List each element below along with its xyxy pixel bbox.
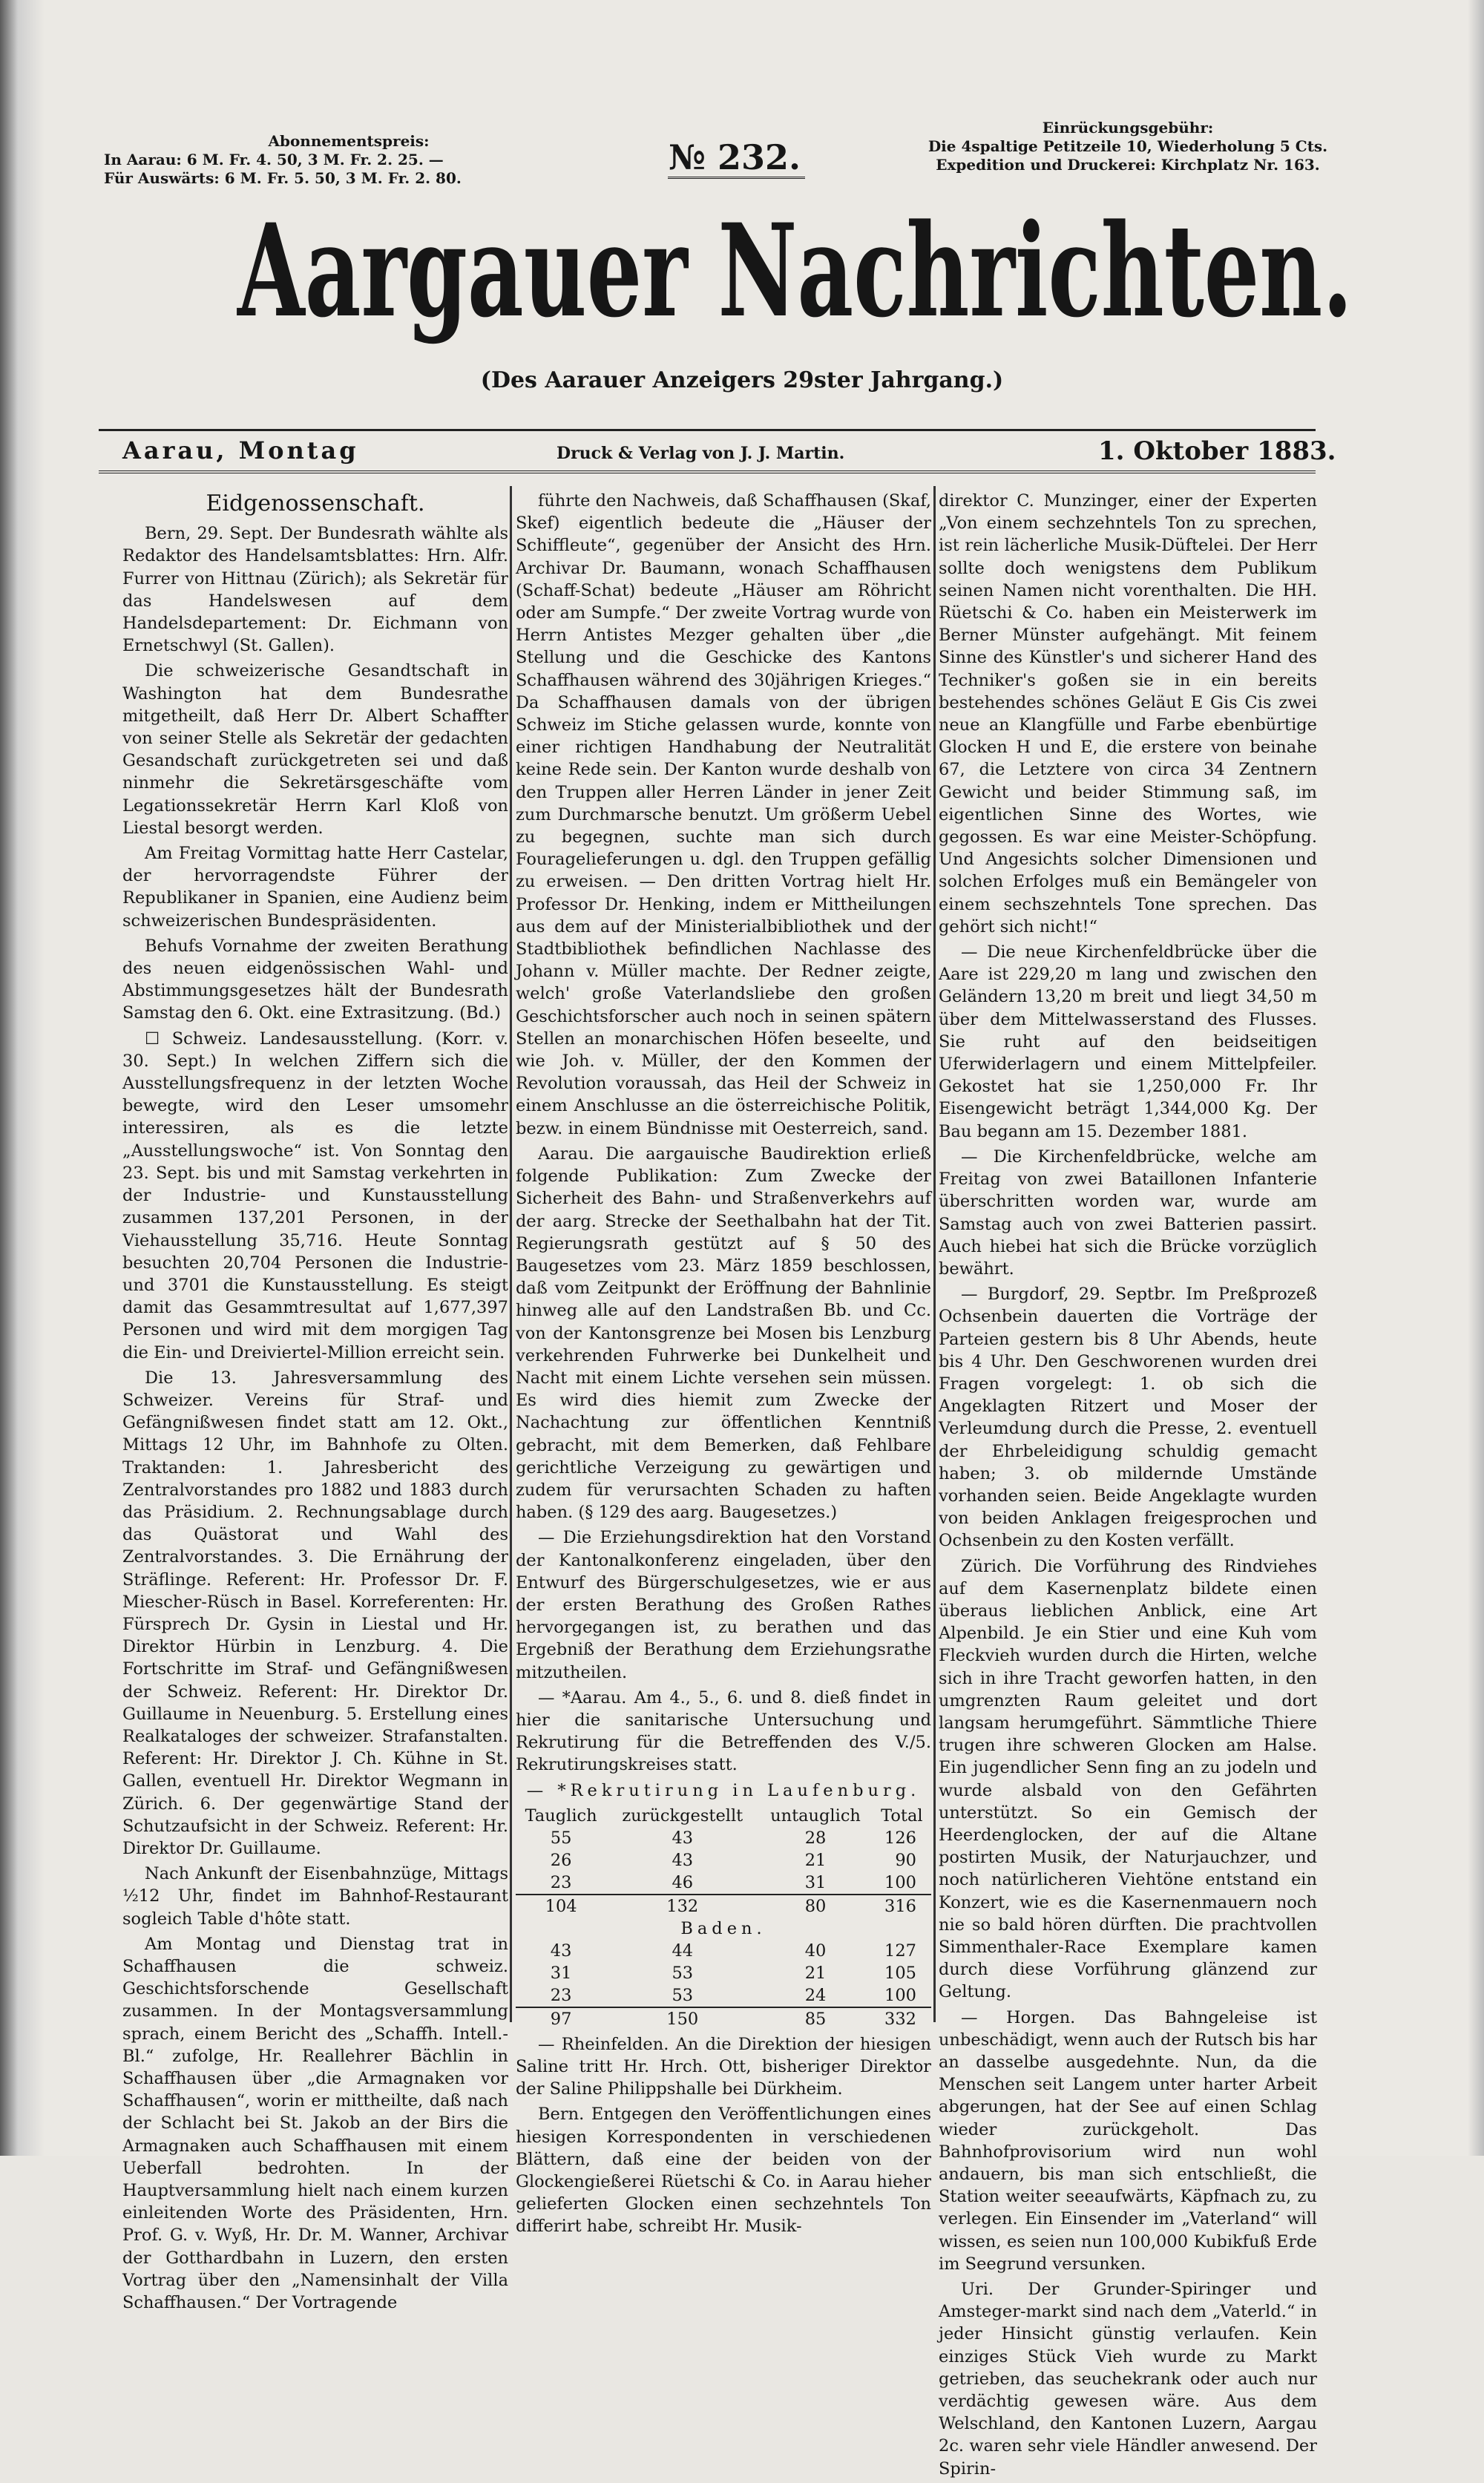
cell: 127 [884, 1941, 916, 1961]
table-total-row [516, 2007, 931, 2030]
newspaper-title: Aargauer Nachrichten. [237, 195, 1353, 346]
column-divider [933, 486, 936, 2022]
dateline-bottom-rule [99, 470, 1316, 476]
cell: 53 [672, 1963, 694, 1983]
table-header: untauglich [770, 1805, 861, 1826]
article-paragraph: direktor C. Munzinger, einer der Experten „Von einem sechzehntels Ton zu sprechen, ist rein lächerliche Musik-Düftelei. Der Herr sollte doch wenigstens dem Publikum seinen Namen nicht vorenthalten. Die HH. Rüetschi & Co. haben ein Meisterwerk im Berner Münster aufgehängt. Mit feinem Sinne des Künstler's und sicherer Hand des Techniker's goßen sie in ein bereits bestehendes schönes Geläut E Gis Cis zwei neue an Klangfülle und Farbe ebenbürtige Glocken H und E, die erstere von beinahe 67, die Letztere von circa 34 Zentnern Gewicht und beider Stimmung saß, im eigentlichen Sinne des Wortes, wie gegossen. Es war eine Meister-Schöpfung. Und Angesichts solcher Dimensionen und solchen Erfolges muß ein Bemängeler von einem sechszehntels Tone sprechen. Das gehört sich nicht!“ [939, 491, 1317, 937]
cell: 85 [758, 2007, 872, 2030]
column-1 [122, 490, 508, 2317]
article-paragraph: Die schweizerische Gesandtschaft in Washington hat dem Bundesrathe mitgetheilt, daß Herr Dr. Albert Schaffter von seiner Stelle als Sekretär der gedachten Gesandschaft zurückgetreten sei und daß ninmehr die Sekretärsgeschäfte vom Legationssekretär Herrn Karl Kloß von Liestal besorgt werden. [122, 661, 508, 838]
table-header: Tauglich [525, 1805, 597, 1826]
issue-number: № 232. [668, 137, 801, 177]
cell: 43 [550, 1941, 572, 1961]
newspaper-subtitle: (Des Aarauer Anzeigers 29ster Jahrgang.) [480, 367, 1004, 393]
recruitment-table-laufenburg [516, 1805, 931, 2030]
article-paragraph: Bern, 29. Sept. Der Bundesrath wählte als Redaktor des Handelsamtsblattes: Hrn. Alfr. Furrer von Hittnau (Zürich); als Sekretär für das Handelswesen auf dem Handelsdepartement: Dr. Eichmann von Ernetschwyl (St. Gallen). [122, 524, 508, 656]
cell: 26 [550, 1850, 572, 1870]
article-paragraph: Uri. Der Grunder-Spiringer und Amsteger-markt sind nach dem „Vaterld.“ in jeder Hinsicht günstig verlaufen. Kein einziges Stück Vieh wurde zu Markt getrieben, das seuchekrank oder auch nur verdächtig gewesen wäre. Aus dem Welschland, den Kantonen Luzern, Aargau 2c. waren sehr viele Händler anwesend. Der Spirin- [939, 2280, 1317, 2479]
cell: 44 [672, 1941, 694, 1961]
article-paragraph: Aarau. Die aargauische Baudirektion erließ folgende Publikation: Zum Zwecke der Sicherheit des Bahn- und Straßenverkehrs auf der aarg. Strecke der Seethalbahn hat der Tit. Regierungsrath gestützt auf § 50 des Baugesetzes vom 23. März 1859 beschlossen, daß vom Zeitpunkt der Eröffnung der Bahnlinie hinweg alle auf den Landstraßen Bb. und Cc. von der Kantonsgrenze bei Mosen bis Lenzburg verkehrenden Fuhrwerke bei Dunkelheit und Nacht mit einem Lichte versehen sein müssen. Es wird dies hiemit zum Zwecke der Nachachtung zur öffentlichen Kenntniß gebracht, mit dem Bemerken, daß Fehlbare gerichtliche Verzeigung zu gewärtigen und zudem für verursachten Schaden zu haften haben. (§ 129 des aarg. Baugesetzes.) [516, 1144, 931, 1523]
table-row [516, 1962, 931, 1984]
subscription-heading: Abonnementspreis: [268, 132, 430, 150]
cell: 105 [884, 1963, 916, 1983]
table-total-row [516, 1895, 931, 1918]
column-divider [510, 486, 512, 2022]
cell: 126 [884, 1828, 916, 1848]
cell: 24 [804, 1985, 827, 2005]
column-3 [939, 490, 1317, 2483]
cell: 43 [672, 1850, 694, 1870]
cell: 23 [550, 1985, 572, 2005]
cell: 46 [672, 1872, 694, 1892]
article-paragraph: Nach Ankunft der Eisenbahnzüge, Mittags ½12 Uhr, findet im Bahnhof-Restaurant sogleich Table d'hôte statt. [122, 1864, 508, 1929]
cell: 40 [804, 1941, 827, 1961]
cell: 104 [516, 1895, 606, 1918]
subscription-line: In Aarau: 6 M. Fr. 4. 50, 3 M. Fr. 2. 25. — [104, 151, 444, 168]
cell: 21 [804, 1850, 827, 1870]
cell: 31 [804, 1872, 827, 1892]
table-subheading: Baden. [680, 1918, 766, 1938]
column-2 [516, 490, 931, 2241]
article-paragraph: Die 13. Jahresversammlung des Schweizer. Vereins für Straf- und Gefängnißwesen findet statt am 12. Okt., Mittags 12 Uhr, im Bahnhofe zu Olten. Traktanden: 1. Jahresbericht des Zentralvorstandes pro 1882 und 1883 durch das Präsidium. 2. Rechnungsablage durch das Quästorat und Wahl des Zentralvorstandes. 3. Die Ernährung der Sträflinge. Referent: Hr. Professor Dr. F. Miescher-Rüsch in Basel. Korreferenten: Hr. Fürsprech Dr. Gysin in Liestal und Hr. Direktor Hürbin in Lenzburg. 4. Die Fortschritte im Straf- und Gefängnißwesen der Schweiz. Referent: Hr. Direktor Dr. Guillaume in Neuenburg. 5. Erstellung eines Realkataloges der schweizer. Strafanstalten. Referent: Hr. Direktor J. Ch. Kühne in St. Gallen, eventuell Hr. Direktor Wegmann in Zürich. 6. Der gegenwärtige Stand der Schutzaufsicht in der Schweiz. Referent: Hr. Direktor Dr. Guillaume. [122, 1368, 508, 1858]
cell: 23 [550, 1872, 572, 1892]
cell: 55 [550, 1828, 572, 1848]
insertion-fee-box [876, 119, 1380, 174]
section-heading: Eidgenossenschaft. [206, 491, 425, 516]
article-paragraph: — Die neue Kirchenfeldbrücke über die Aare ist 229,20 m lang und zwischen den Geländern 13,20 m breit und liegt 34,50 m über dem Mittelwasserstand des Flusses. Sie ruht auf den beidseitigen Uferwiderlagern und einem Mittelpfeiler. Gekostet hat sie 1,250,000 Fr. Ihr Eisengewicht beträgt 1,344,000 Kg. Der Bau begann am 15. Dezember 1881. [939, 942, 1317, 1141]
cell: 43 [672, 1828, 694, 1848]
table-row [516, 1827, 931, 1849]
article-paragraph: — Die Erziehungsdirektion hat den Vorstand der Kantonalkonferenz eingeladen, über den Entwurf des Bürgerschulgesetzes, wie er aus der ersten Berathung des Großen Rathes hervorgegangen ist, zu berathen und das Ergebniß der Berathung dem Erziehungsrathe mitzutheilen. [516, 1528, 931, 1682]
dateline-top-rule [99, 429, 1316, 431]
article-paragraph: Behufs Vornahme der zweiten Berathung des neuen eidgenössischen Wahl- und Abstimmungsgesetzes hält der Bundesrath Samstag den 6. Okt. eine Extrasitzung. (Bd.) [122, 936, 508, 1023]
subscription-line: Für Auswärts: 6 M. Fr. 5. 50, 3 M. Fr. 2. 80. [104, 169, 462, 187]
article-paragraph: Am Montag und Dienstag trat in Schaffhausen die schweiz. Geschichtsforschende Gesellschaft zusammen. In der Montagsversammlung sprach, einem Bericht des „Schaffh. Intell.-Bl.“ zufolge, Hr. Reallehrer Bächlin in Schaffhausen über „die Armagnaken vor Schaffhausen“, worin er mittheilte, daß nach der Schlacht bei St. Jakob an der Birs die Armagnaken auch Schaffhausen mit einem Ueberfall bedrohten. In der Hauptversammlung hielt nach einem kurzen einleitenden Worte des Präsidenten, Hrn. Prof. G. v. Wyß, Hr. Dr. M. Wanner, Archivar der Gotthardbahn in Luzern, den ersten Vortrag über den „Namensinhalt der Villa Schaffhausen.“ Der Vortragende [122, 1934, 508, 2313]
article-paragraph: ☐ Schweiz. Landesausstellung. (Korr. v. 30. Sept.) In welchen Ziffern sich die Ausstellungsfrequenz in der letzten Woche bewegte, wird den Leser umsomehr interessiren, als es die letzte „Ausstellungswoche“ ist. Von Sonntag den 23. Sept. bis und mit Samstag verkehrten in der Industrie- und Kunstausstellung zusammen 137,201 Personen, in der Viehausstellung 35,716. Heute Sonntag besuchten 20,704 Personen die Industrie- und 3701 die Kunstausstellung. Es steigt damit das Gesammtresultat auf 1,677,397 Personen und wird mit dem morgigen Tag die Ein- und Dreiviertel-Million erreicht sein. [122, 1029, 508, 1362]
table-row [516, 1872, 931, 1895]
insertion-line: Die 4spaltige Petitzeile 10, Wiederholung 5 Cts. [928, 137, 1328, 155]
scan-edge-right [1468, 0, 1484, 2156]
article-paragraph: — Horgen. Das Bahngeleise ist unbeschädigt, wenn auch der Rutsch bis har an dasselbe ausgedehnte. Nun, da die Menschen seit Langem unter harter Arbeit abgerungen, hat der See auf einen Schlag wieder zurückgeholt. Das Bahnhofprovisorium wird nun wohl andauern, bis man sich entschließt, die Station weiter seeaufwärts, Käpfnach zu, zu verlegen. Ein Einsender im „Vaterland“ will wissen, es seien nun 100,000 Kubikfuß Erde im Seegrund versunken. [939, 2007, 1317, 2274]
scan-edge-left [0, 0, 45, 2156]
cell: 332 [873, 2007, 931, 2030]
cell: 100 [884, 1872, 916, 1892]
cell: 150 [606, 2007, 758, 2030]
cell: 97 [516, 2007, 606, 2030]
cell: 31 [550, 1963, 572, 1983]
subscription-price-box [104, 132, 594, 188]
article-paragraph: Bern. Entgegen den Veröffentlichungen eines hiesigen Korrespondenten in verschiedenen Blättern, daß eine der beiden von der Glockengießerei Rüetschi & Co. in Aarau hieher gelieferten Glocken einen sechzehntels Ton differirt habe, schreibt Hr. Musik- [516, 2105, 931, 2237]
printer-line: Druck & Verlag von J. J. Martin. [556, 444, 845, 463]
article-paragraph: — *Aarau. Am 4., 5., 6. und 8. dieß findet in hier die sanitarische Untersuchung und Rekrutirung für die Betreffenden des V./5. Rekrutirungskreises statt. [516, 1687, 931, 1775]
insertion-heading: Einrückungsgebühr: [1042, 119, 1214, 137]
cell: 53 [672, 1985, 694, 2005]
cell: 28 [804, 1828, 827, 1848]
place-day: Aarau, Montag [122, 436, 359, 465]
article-paragraph: — Burgdorf, 29. Septbr. Im Preßprozeß Ochsenbein dauerten die Vorträge der Parteien gestern bis 8 Uhr Abends, heute bis 4 Uhr. Den Geschworenen wurden drei Fragen vorgelegt: 1. ob sich die Angeklagten Ritzert und Moser der Verleumdung durch die Presse, 2. eventuell der Ehrbeleidigung schuldig gemacht haben; 3. ob mildernde Umstände vorhanden seien. Beide Angeklagte wurden von beiden Anklagen freigesprochen und Ochsenbein zu den Kosten verfällt. [939, 1285, 1317, 1551]
article-paragraph: — Die Kirchenfeldbrücke, welche am Freitag von zwei Bataillonen Infanterie überschritten worden war, wurde am Samstag auch von zwei Batterien passirt. Auch hiebei hat sich die Brücke vorzüglich bewährt. [939, 1147, 1317, 1279]
article-paragraph: führte den Nachweis, daß Schaffhausen (Skaf, Skef) eigentlich bedeute die „Häuser der Schiffleute“, gegenüber der Ansicht des Hrn. Archivar Dr. Baumann, wonach Schaffhausen (Schaff-Schat) bedeute „Häuser am Röhricht oder am Sumpfe.“ Der zweite Vortrag wurde von Herrn Antistes Mezger gehalten über „die Stellung und die Geschicke des Kantons Schaffhausen während des 30jährigen Krieges.“ Da Schaffhausen damals von der übrigen Schweiz im Stiche gelassen wurde, konnte von einer richtigen Handhabung der Neutralität keine Rede sein. Der Kanton wurde deshalb von den Truppen aller Herren Länder in jener Zeit zum Durchmarsche benutzt. Um größerm Uebel zu begegnen, suchte man sich durch Fouragelieferungen u. dgl. den Truppen gefällig zu erweisen. — Den dritten Vortrag hielt Hr. Professor Dr. Henking, indem er Mittheilungen aus dem auf der Ministerialbibliothek und der Stadtbibliothek befindlichen Nachlasse des Johann v. Müller machte. Der Redner zeigte, welch' große Vaterlandsliebe den großen Geschichtsforscher auch noch in seinen spätern Stellen an monarchischen Höfen beseelte, und wie Joh. v. Müller, der den Kommen der Revolution voraussah, das Heil der Schweiz in einem Anschlusse an die österreichische Politik, bezw. in einem Bündnisse mit Oesterreich, sand. [516, 491, 931, 1138]
cell: 90 [895, 1850, 916, 1870]
table-header: zurückgestellt [622, 1805, 743, 1826]
article-paragraph: Am Freitag Vormittag hatte Herr Castelar, der hervorragendste Führer der Republikaner in Spanien, eine Audienz beim schweizerischen Bundespräsidenten. [122, 844, 508, 931]
article-paragraph: Zürich. Die Vorführung des Rindviehes auf dem Kasernenplatz bildete einen überaus lieblichen Anblick, eine Art Alpenbild. Je ein Stier und eine Kuh vom Fleckvieh wurden durch die Hirten, welche sich in ihre Tracht geworfen hatten, in den umgrenzten Raum geleitet und dort langsam herumgeführt. Sämmtliche Thiere trugen ihre schweren Glocken am Halse. Ein jugendlicher Senn fing an zu jodeln und wurde alsbald von den Gefährten unterstützt. So ein Gemisch der Heerdenglocken, der auf die Altane postirten Musik, der Naturjauchzer, und noch natürlicheren Viehtöne entstand ein Konzert, wie es die Kasernenmauern noch nie so bald hören dürften. Die prachtvollen Simmenthaler-Race Exemplare kamen durch diese Vorführung glänzend zur Geltung. [939, 1556, 1317, 2002]
cell: 21 [804, 1963, 827, 1983]
table-row [516, 1984, 931, 2007]
table-header: Total [881, 1805, 923, 1826]
cell: 132 [606, 1895, 758, 1918]
cell: 80 [758, 1895, 872, 1918]
issue-number-rule [668, 177, 805, 182]
cell: 316 [873, 1895, 931, 1918]
issue-date: 1. Oktober 1883. [1098, 436, 1336, 466]
insertion-line: Expedition und Druckerei: Kirchplatz Nr. 163. [936, 156, 1320, 174]
cell: 100 [884, 1985, 916, 2005]
article-paragraph: — Rheinfelden. An die Direktion der hiesigen Saline tritt Hr. Hrch. Ott, bisheriger Direktor der Saline Philippshalle bei Dürkheim. [516, 2034, 931, 2099]
table-row [516, 1940, 931, 1962]
table-row [516, 1849, 931, 1872]
table-heading: — *Rekrutirung in Laufenburg. [526, 1780, 921, 1800]
